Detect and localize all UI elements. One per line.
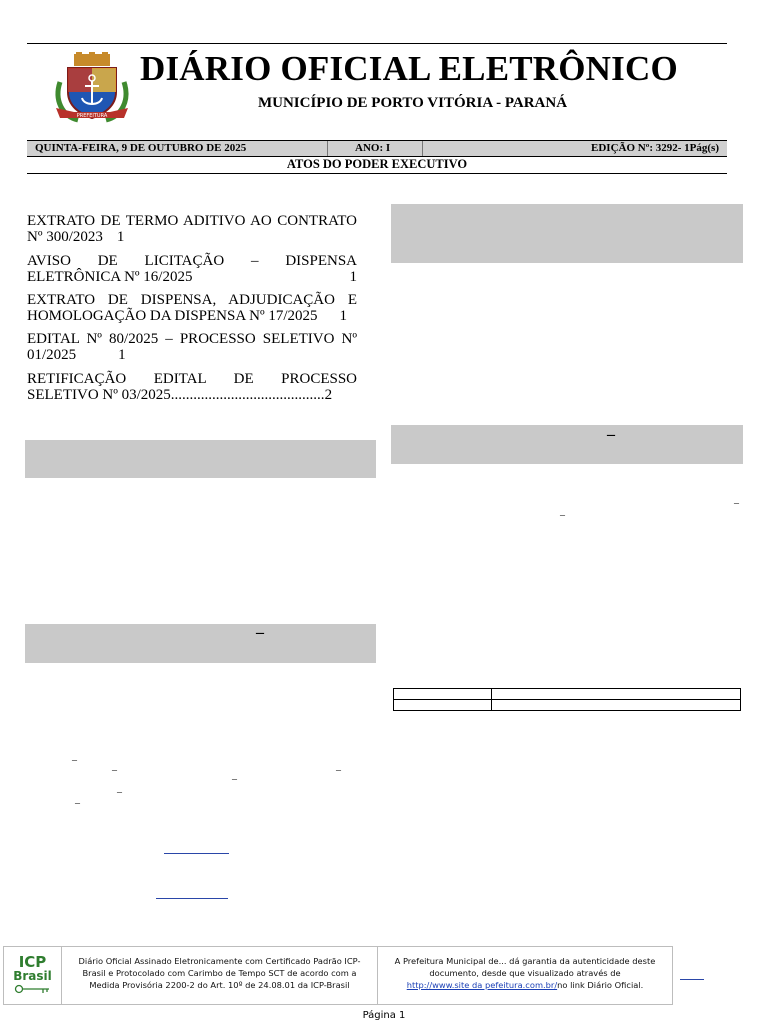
text-dash-mark: – <box>117 787 122 798</box>
toc-entry-subtitle: SELETIVO Nº 03/2025......................................... <box>27 387 325 403</box>
text-dash-mark: – <box>72 755 77 766</box>
signature-footer <box>3 946 673 1005</box>
icp-brasil-logo <box>4 947 62 1004</box>
toc-entry-title: EXTRATO DE DISPENSA, ADJUDICAÇÃO E <box>27 292 357 308</box>
icp-logo-subtext: Brasil <box>13 969 52 983</box>
toc-entry[interactable] <box>27 213 357 245</box>
table-row <box>394 689 741 700</box>
toc-page-number: 1 <box>118 347 126 363</box>
section-rule <box>27 173 727 174</box>
info-separator <box>327 141 328 156</box>
article-heading-block <box>391 425 743 464</box>
svg-text:PREFEITURA: PREFEITURA <box>76 113 108 119</box>
table-row <box>394 700 741 711</box>
text-dash-mark: – <box>734 498 739 509</box>
toc-entry[interactable] <box>27 253 357 285</box>
article-heading-block <box>391 204 743 263</box>
toc-entry-title: AVISO DE LICITAÇÃO – DISPENSA <box>27 253 357 269</box>
icp-logo-text: ICP <box>18 953 47 971</box>
toc-entry-subtitle: ELETRÔNICA Nº 16/2025 <box>27 269 193 285</box>
toc-page-number: 2 <box>324 387 333 403</box>
toc-entry-subtitle: 01/2025 <box>27 347 77 363</box>
toc-entry-title: RETIFICAÇÃO EDITAL DE PROCESSO <box>27 371 357 387</box>
text-dash-mark: – <box>232 774 237 785</box>
edition-label: EDIÇÃO Nº: 3292- 1Pág(s) <box>591 142 719 154</box>
text-dash-mark: – <box>560 510 565 521</box>
toc-page-number: 1 <box>339 308 348 324</box>
key-icon <box>13 984 53 994</box>
text-dash-mark: – <box>112 765 117 776</box>
page-number: Página 1 <box>362 1010 406 1021</box>
year-label: ANO: I <box>355 142 391 154</box>
info-separator <box>422 141 423 156</box>
authenticity-suffix: no link Diário Oficial. <box>557 980 644 990</box>
hyperlink-underline[interactable] <box>164 853 229 854</box>
toc-entry[interactable] <box>27 331 357 363</box>
certificate-text: Diário Oficial Assinado Eletronicamente com Certificado Padrão ICP-Brasil e Protocolado com Carimbo de Tempo SCT de acordo com a Medida Provisória 2200-2 do Art. 10º de 24.08.01 da ICP-Brasil <box>78 956 361 990</box>
text-dash-mark: – <box>75 798 80 809</box>
table-cell <box>492 700 741 711</box>
municipality-subtitle: MUNICÍPIO DE PORTO VITÓRIA - PARANÁ <box>257 95 568 111</box>
toc-entry-subtitle: Nº 300/2023 <box>27 229 103 245</box>
article-heading-block <box>25 624 376 663</box>
table-cell <box>492 689 741 700</box>
authenticity-link[interactable]: http://www.site da pefeitura.com.br/ <box>406 980 558 990</box>
hyperlink-underline[interactable] <box>156 898 228 899</box>
municipal-crest-logo <box>52 52 132 124</box>
table-cell <box>394 689 492 700</box>
toc-entry-title: EDITAL Nº 80/2025 – PROCESSO SELETIVO Nº <box>27 331 357 347</box>
toc-entry-subtitle: HOMOLOGAÇÃO DA DISPENSA Nº 17/2025 <box>27 308 318 324</box>
edition-info-bar <box>27 140 727 157</box>
section-title: ATOS DO PODER EXECUTIVO <box>286 157 468 171</box>
certificate-notice <box>62 947 378 1004</box>
authenticity-notice <box>378 947 672 1004</box>
toc-page-number: 1 <box>349 269 357 285</box>
toc-page-number: 1 <box>116 229 125 245</box>
toc-entry[interactable] <box>27 292 357 324</box>
table-cell <box>394 700 492 711</box>
hyperlink-underline[interactable] <box>680 979 704 980</box>
gazette-title: DIÁRIO OFICIAL ELETRÔNICO <box>140 49 678 88</box>
publication-date: QUINTA-FEIRA, 9 DE OUTUBRO DE 2025 <box>35 142 247 154</box>
article-heading-block <box>25 440 376 478</box>
text-dash-mark: – <box>336 765 341 776</box>
authenticity-text: A Prefeitura Municipal de... dá garantia da autenticidade deste documento, desde que visualizado através de <box>394 956 656 978</box>
heading-dash: – <box>256 624 264 641</box>
toc-entry-title: EXTRATO DE TERMO ADITIVO AO CONTRATO <box>27 213 357 229</box>
toc-entry[interactable] <box>27 371 357 403</box>
heading-dash: – <box>607 426 615 443</box>
data-table <box>393 688 741 711</box>
top-rule <box>27 43 727 44</box>
